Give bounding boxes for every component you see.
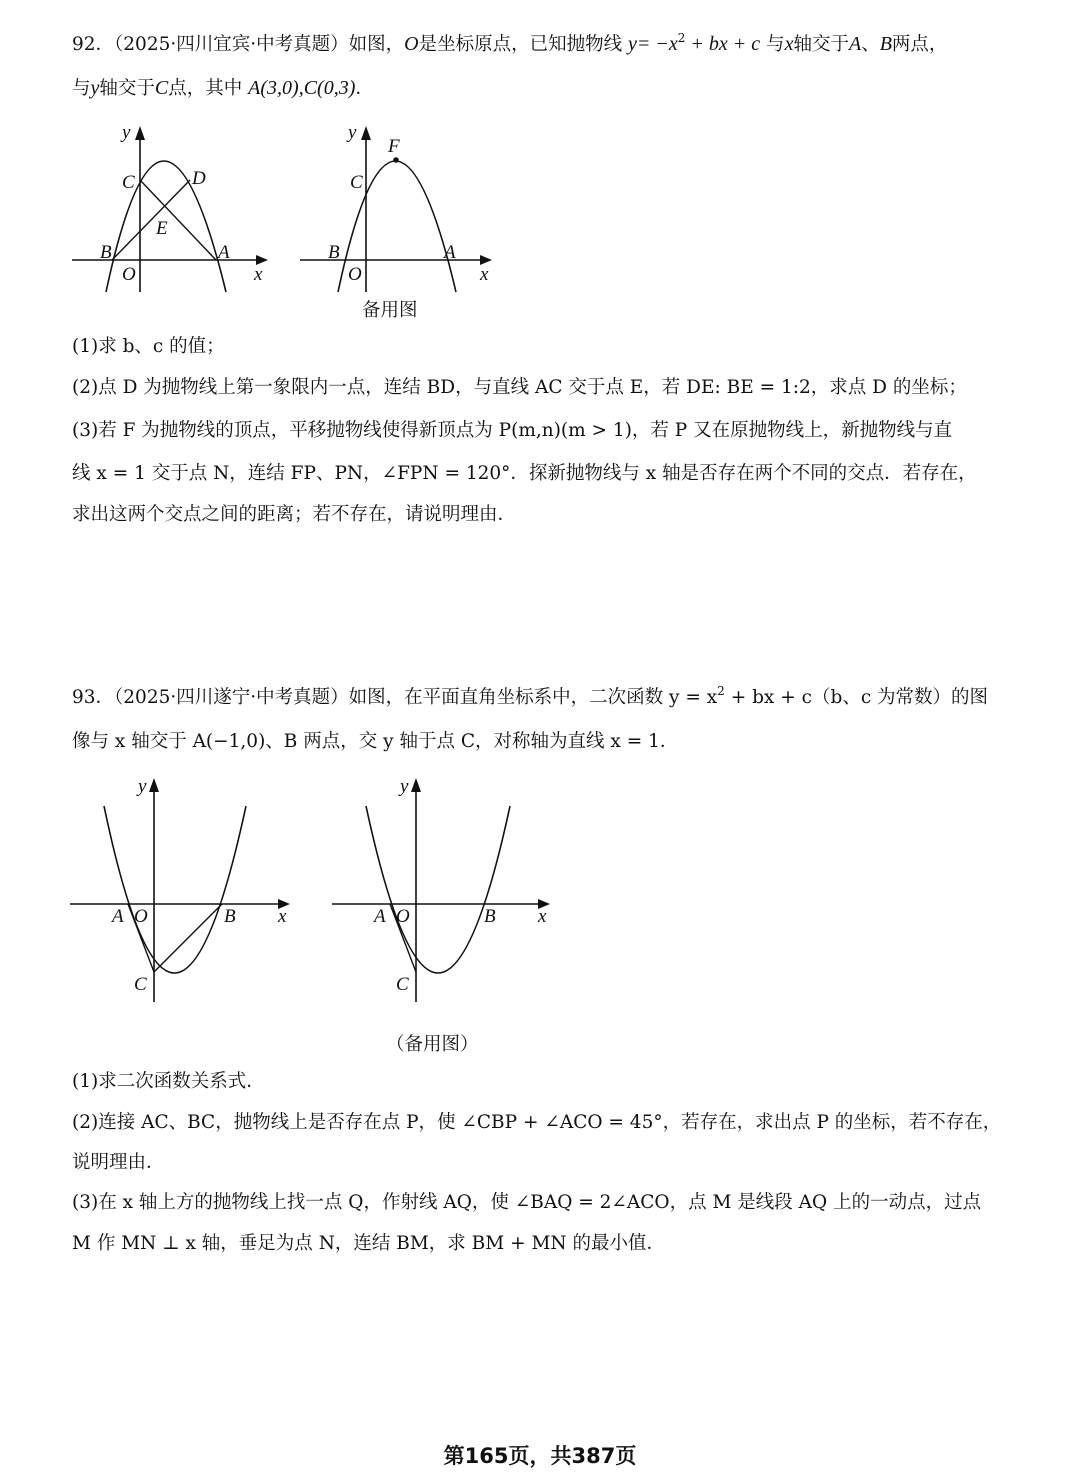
label-O: O: [134, 906, 148, 927]
q92-part-1: (1)求 b、c 的值；: [72, 336, 225, 357]
parabola: [366, 806, 510, 973]
y-axis-arrow-icon: [411, 778, 421, 792]
q92-caption: 备用图: [362, 300, 418, 321]
q92-part-3-line-3: 求出这两个交点之间的距离；若不存在，请说明理由．: [72, 504, 517, 525]
label-y: y: [122, 122, 131, 143]
label-F: F: [388, 136, 400, 157]
label-C: C: [134, 974, 147, 995]
vertex-F: [393, 157, 399, 163]
q93-figure-main: [66, 772, 306, 1002]
y-axis-arrow-icon: [135, 126, 145, 140]
q92-part-2: (2)点 D 为抛物线上第一象限内一点，连结 BD，与直线 AC 交于点 E，若 DE: BE = 1:2，求点 D 的坐标；: [72, 377, 967, 398]
label-C: C: [350, 172, 363, 193]
label-A: A: [374, 906, 386, 927]
label-B: B: [224, 906, 236, 927]
label-D: D: [192, 168, 206, 189]
q93-part-1: (1)求二次函数关系式．: [72, 1071, 265, 1092]
q92-line-2: 与y轴交于C点，其中 A(3,0),C(0,3)．: [72, 77, 374, 99]
q92-figure-main: [68, 120, 278, 300]
y-axis-arrow-icon: [361, 126, 371, 140]
q93-figure-backup: [328, 772, 568, 1002]
q93-caption: （备用图）: [386, 1034, 479, 1055]
label-x: x: [538, 906, 547, 927]
label-B: B: [484, 906, 496, 927]
label-x: x: [278, 906, 287, 927]
label-y: y: [348, 122, 357, 143]
page-number-footer: 第165页，共387页: [443, 1444, 637, 1468]
q93-part-3-line-1: (3)在 x 轴上方的抛物线上找一点 Q，作射线 AQ，使 ∠BAQ = 2∠ACO，点 M 是线段 AQ 上的一动点，过点: [72, 1192, 982, 1213]
y-axis-arrow-icon: [149, 778, 159, 792]
label-O: O: [348, 264, 362, 285]
q92-part-3-line-1: (3)若 F 为抛物线的顶点，平移抛物线使得新顶点为 P(m,n)(m > 1)，若 P 又在原抛物线上，新抛物线与直: [72, 420, 953, 441]
q92-line-1: 92．（2025·四川宜宾·中考真题）如图，O是坐标原点，已知抛物线 $y= -x^2$ + bx + c 与x轴交于A、B两点，: [72, 31, 948, 55]
label-A: A: [218, 242, 230, 263]
q92-figure-backup: [296, 120, 506, 300]
q93-part-2-line-1: (2)连接 AC、BC，抛物线上是否存在点 P，使 ∠CBP + ∠ACO = 45°，若存在，求出点 P 的坐标，若不存在，: [72, 1112, 1002, 1133]
q93-line-2: 像与 x 轴交于 A(−1,0)、B 两点，交 y 轴于点 C，对称轴为直线 x = 1．: [72, 731, 679, 752]
q93-part-2-line-2: 说明理由．: [72, 1152, 165, 1173]
label-B: B: [328, 242, 340, 263]
label-y: y: [400, 776, 409, 797]
label-O: O: [122, 264, 136, 285]
label-x: x: [480, 264, 489, 285]
label-y: y: [138, 776, 147, 797]
label-O: O: [396, 906, 410, 927]
label-E: E: [156, 218, 168, 239]
label-C: C: [122, 172, 135, 193]
label-B: B: [100, 242, 112, 263]
q92-part-3-line-2: 线 x = 1 交于点 N，连结 FP、PN，∠FPN = 120°．探新抛物线与 x 轴是否存在两个不同的交点．若存在，: [72, 463, 977, 484]
q93-part-3-line-2: M 作 MN ⊥ x 轴，垂足为点 N，连结 BM，求 BM + MN 的最小值．: [72, 1233, 665, 1254]
q93-line-1: 93．（2025·四川遂宁·中考真题）如图，在平面直角坐标系中，二次函数 $y = x^2$ + bx + c（b、c 为常数）的图: [72, 684, 989, 708]
label-x: x: [254, 264, 263, 285]
parabola: [104, 806, 246, 973]
segment-BC: [154, 904, 222, 972]
label-A: A: [444, 242, 456, 263]
label-A: A: [112, 906, 124, 927]
label-C: C: [396, 974, 409, 995]
